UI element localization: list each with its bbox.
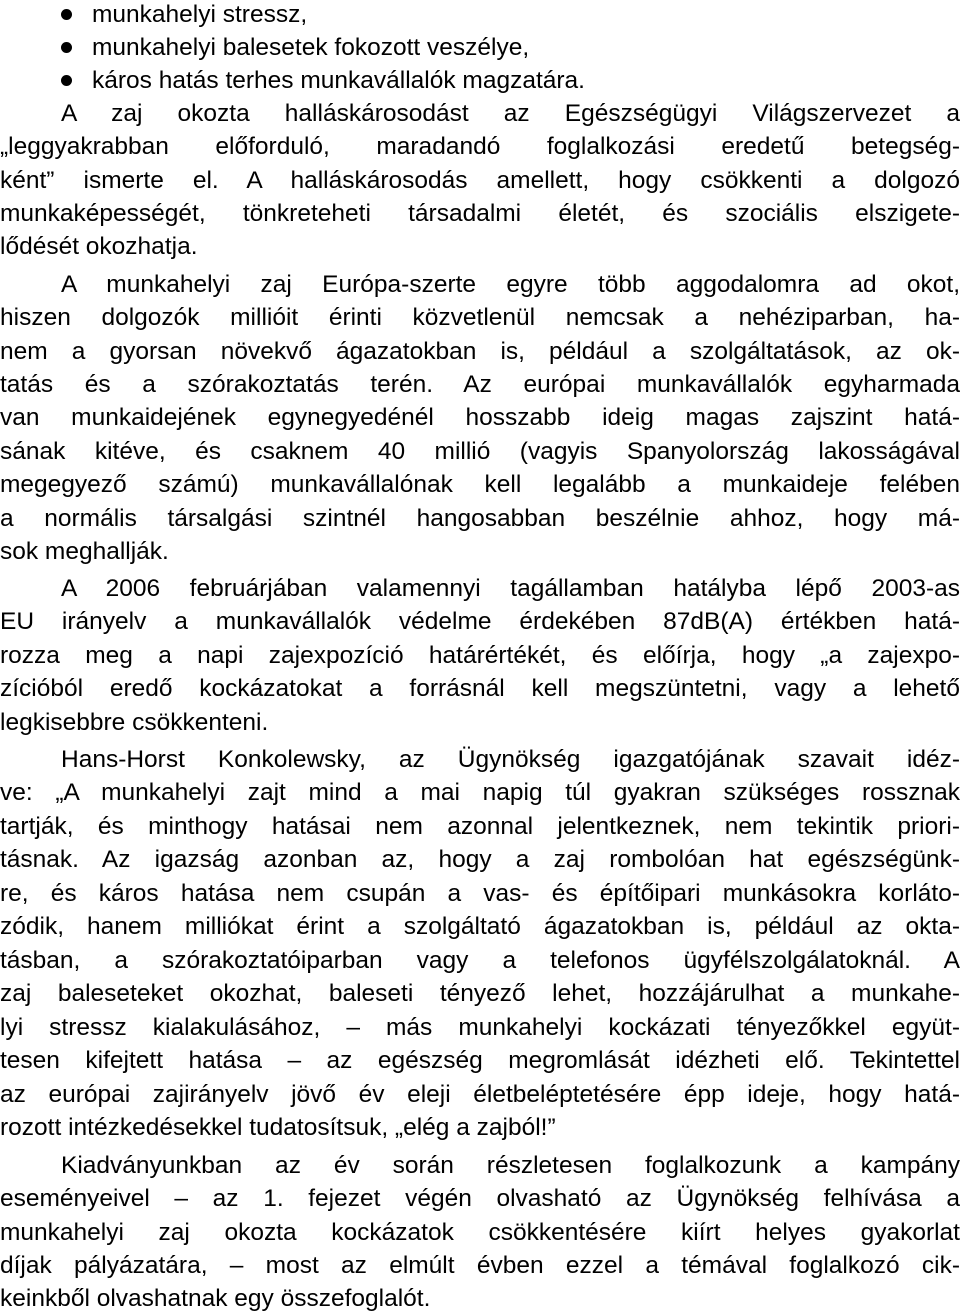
text-line: tesen kifejtett hatása – az egészség megromlását idézheti elő. Tekintettel [0, 1047, 960, 1074]
text-line: re, és káros hatása nem csupán a vas- és építőipari munkásokra korláto- [0, 880, 960, 907]
text-line: tásnak. Az igazság azonban az, hogy a zaj rombolóan hat egészségünk- [0, 846, 960, 873]
text-line: EU irányelv a munkavállalók védelme érdekében 87dB(A) értékben hatá- [0, 608, 960, 635]
bullet-icon [61, 9, 72, 20]
text-line: munkaképességét, tönkreteheti társadalmi életét, és szociális elszigete- [0, 200, 960, 227]
list-item-text: káros hatás terhes munkavállalók magzatára. [92, 67, 585, 94]
text-line: keinkből olvashatnak egy összefoglalót. [0, 1285, 431, 1312]
text-line: a normális társalgási szintnél hangosabban beszélnie ahhoz, hogy má- [0, 505, 960, 532]
text-line: van munkaidejének egynegyedénél hosszabb ideig magas zajszint hatá- [0, 404, 960, 431]
text-line: zaj baleseteket okozhat, baleseti tényező lehet, hozzájárulhat a munkahe- [0, 980, 960, 1007]
text-line: nem a gyorsan növekvő ágazatokban is, például a szolgáltatások, az ok- [0, 338, 960, 365]
text-line: A 2006 februárjában valamennyi tagállamban hatályba lépő 2003-as [61, 575, 960, 602]
list-item-text: munkahelyi stressz, [92, 1, 308, 28]
text-line: legkisebbre csökkenteni. [0, 709, 269, 736]
text-line: sának kitéve, és csaknem 40 millió (vagyis Spanyolország lakosságával [0, 438, 960, 465]
text-line: sok meghallják. [0, 538, 169, 565]
text-line: ve: „A munkahelyi zajt mind a mai napig túl gyakran szükséges rossznak [0, 779, 960, 806]
list-item [92, 0, 307, 31]
text-line: rozza meg a napi zajexpozíció határértékét, és előírja, hogy „a zajexpo- [0, 642, 960, 669]
bullet-icon [61, 75, 72, 86]
text-line: „leggyakrabban előforduló, maradandó foglalkozási eredetű betegség- [0, 133, 960, 160]
list-item [92, 31, 529, 64]
list-item [92, 64, 585, 97]
text-line: hiszen dolgozók millióit érinti közvetlenül nemcsak a nehéziparban, ha- [0, 304, 960, 331]
text-line: ként” ismerte el. A halláskárosodás amellett, hogy csökkenti a dolgozó [0, 167, 960, 194]
bullet-icon [61, 42, 72, 53]
text-line: lődését okozhatja. [0, 233, 198, 260]
text-line: díjak pályázatára, – most az elmúlt évben ezzel a témával foglalkozó cik- [0, 1252, 960, 1279]
text-line: tatás és a szórakoztatás terén. Az európai munkavállalók egyharmada [0, 371, 960, 398]
text-line: lyi stressz kialakulásához, – más munkahelyi kockázati tényezőkkel együt- [0, 1014, 960, 1041]
text-line: tartják, és minthogy hatásai nem azonnal jelentkeznek, nem tekintik priori- [0, 813, 960, 840]
text-line: zícióból eredő kockázatokat a forrásnál kell megszüntetni, vagy a lehető [0, 675, 960, 702]
text-line: az európai zajirányelv jövő év eleji életbeléptetésére épp ideje, hogy hatá- [0, 1081, 960, 1108]
text-line: A zaj okozta halláskárosodást az Egészségügyi Világszervezet a [61, 100, 960, 127]
text-line: rozott intézkedésekkel tudatosítsuk, „elég a zajból!” [0, 1114, 556, 1141]
text-line: Hans-Horst Konkolewsky, az Ügynökség igazgatójának szavait idéz- [61, 746, 960, 773]
text-line: megegyező számú) munkavállalónak kell legalább a munkaideje felében [0, 471, 960, 498]
text-line: A munkahelyi zaj Európa-szerte egyre több aggodalomra ad okot, [61, 271, 960, 298]
text-line: zódik, hanem milliókat érint a szolgáltató ágazatokban is, például az okta- [0, 913, 960, 940]
text-line: tásban, a szórakoztatóiparban vagy a telefonos ügyfélszolgálatoknál. A [0, 947, 960, 974]
text-line: Kiadványunkban az év során részletesen foglalkozunk a kampány [61, 1152, 960, 1179]
text-line: munkahelyi zaj okozta kockázatok csökkentésére kiírt helyes gyakorlat [0, 1219, 960, 1246]
text-line: eseményeivel – az 1. fejezet végén olvasható az Ügynökség felhívása a [0, 1185, 960, 1212]
list-item-text: munkahelyi balesetek fokozott veszélye, [92, 34, 530, 61]
